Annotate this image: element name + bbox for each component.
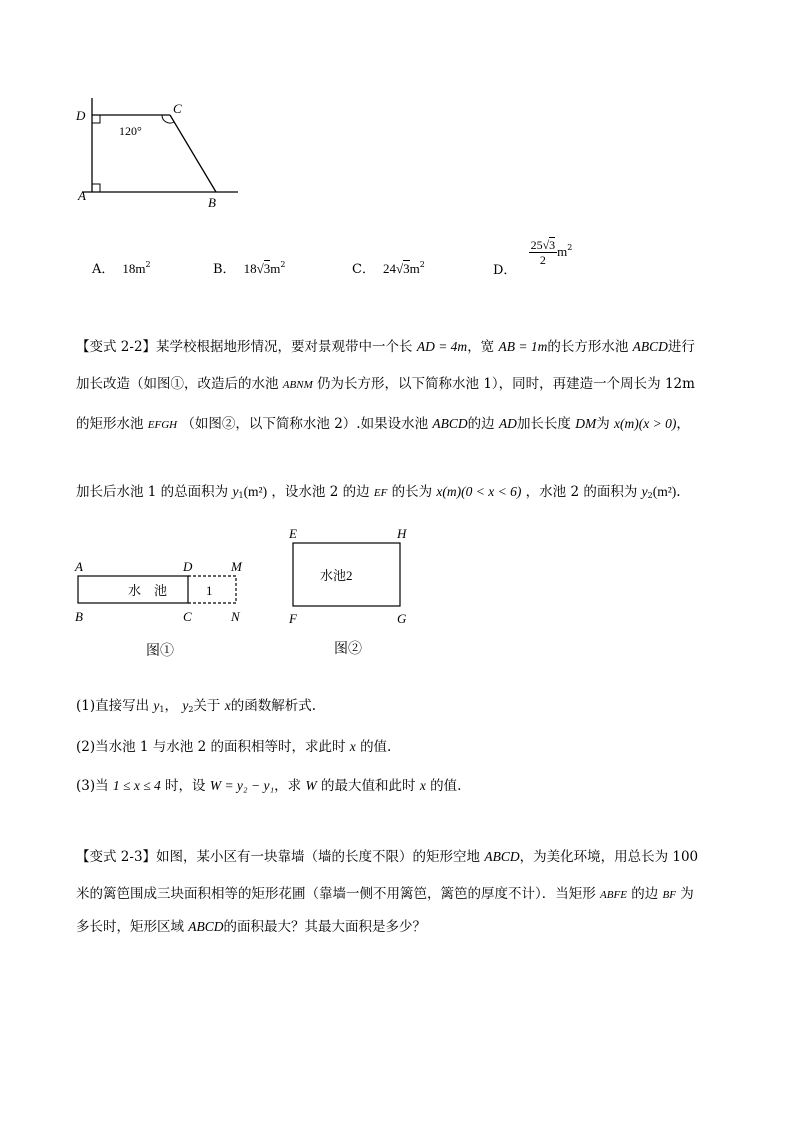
problem-2-2-line-1: 【变式 2-2】某学校根据地形情况，要对景观带中一个长 AD = 4m，宽 AB = 1m的长方形水池 ABCD进行 [76,339,695,355]
p23-abcd-2: ABCD [188,919,224,934]
math-abnm: ABNM [282,379,313,391]
option-c-coef: 24 [382,261,396,276]
q3-x: x [419,778,426,793]
option-c-unit: m [409,261,420,276]
problem-2-3-line-2: 米的篱笆围成三块面积相等的矩形花圃（靠墙一侧不用篱笆，篱笆的厚度不计）．当矩形 ABFE 的边 BF 为 [76,886,694,902]
math-ad: AD [498,416,517,431]
math-abcd: ABCD [632,339,668,354]
option-a-exp: 2 [145,260,151,269]
option-a-label: A． [92,262,115,277]
option-c-rad: 3 [403,261,410,276]
figure-1-pool [70,555,260,665]
math-x-condition: x(m)(x > 0) [614,416,677,431]
math-dm: DM [575,416,597,431]
fig2-label-E: E [289,526,297,541]
question-3: (3)当 1 ≤ x ≤ 4 时，设 W = y₂ − y₁，求 W 的最大值和此时 x 的值. [76,778,462,794]
option-d-rad: 3 [549,238,556,252]
fig2-caption: 图② [334,642,362,657]
q1-y2: y [182,698,189,713]
option-b-rad: 3 [263,261,271,276]
fig1-pool-text: 水 池 [128,583,168,598]
option-c-label: C． [352,262,375,277]
option-c-exp: 2 [419,260,425,269]
option-b-exp: 2 [280,260,286,269]
math-abcd-2: ABCD [432,416,468,431]
fig2-label-G: G [397,611,407,626]
math-ef: EF [373,487,388,499]
fig2-label-F: F [289,611,297,626]
q3-range: 1 ≤ x ≤ 4 [112,778,161,793]
math-y2: y [641,484,648,499]
label-C: C [173,101,182,116]
q3-w-def: W = y₂ − y₁ [209,778,275,793]
angle-label: 120° [119,124,142,138]
p23-abfe: ABFE [600,889,627,901]
label-D: D [76,108,86,123]
q1-y1: y [153,698,160,713]
fig1-label-B: B [75,609,83,624]
problem-2-3-line-1: 【变式 2-3】如图，某小区有一块靠墙（墙的长度不限）的矩形空地 ABCD，为美化环境，用总长为 100 [76,849,699,865]
option-d-den: 2 [539,253,546,267]
option-a[interactable] [92,258,151,277]
p23-bf: BF [662,889,676,901]
p23-abcd: ABCD [484,849,520,864]
question-1: (1)直接写出 $y_1$， $y_2$关于 x的函数解析式. [76,698,316,714]
fig1-ext-text: 1 [206,583,213,598]
option-b-coef: 18 [243,261,257,276]
option-b[interactable]: B． $18√3m^2$ [213,260,286,277]
option-d-exp: 2 [567,243,573,252]
fig1-label-A: A [75,559,83,574]
math-ad-length: AD = 4m [416,339,468,354]
problem-2-2-line-4: 加长后水池 1 的总面积为 $y_1(m^2)$ ，设水池 2 的边 EF 的长为 x(m)(0 < x < 6) ，水池 2 的面积为 $y_2(m^2)$. [76,484,681,500]
fig1-label-D: D [183,559,193,574]
fig1-caption: 图① [146,644,174,659]
fig1-label-C: C [183,609,192,624]
math-x-range: x(m)(0 < x < 6) [436,484,522,499]
math-ab-width: AB = 1m [498,339,548,354]
option-b-label: B． [213,262,236,277]
fig2-pool-text: 水池2 [320,568,353,583]
math-y1: y [232,484,239,499]
problem-2-2-line-2: 加长改造（如图①，改造后的水池 ABNM 仍为长方形，以下简称水池 1），同时，再建造一个周长为 12m [76,376,695,392]
option-d-unit: m [557,244,568,259]
option-b-unit: m [270,261,281,276]
label-A: A [78,188,86,203]
option-d-fraction: $\frac{25√3}{2}$ [530,238,556,267]
figure-2-pool [280,522,430,662]
option-d-num: 25 [530,238,543,252]
option-d-label: D． [493,263,517,278]
math-efgh: EFGH [147,419,178,431]
q1-x: x [224,698,231,713]
problem-2-2-line-3: 的矩形水池 EFGH （如图②，以下简称水池 2）.如果设水池 ABCD的边 AD加长长度 DM为 x(m)(x > 0)， [76,416,690,432]
label-B: B [208,195,216,210]
option-a-value: 18m [122,261,146,276]
fig2-label-H: H [397,526,407,541]
trapezoid-figure [70,95,250,210]
question-2: (2)当水池 1 与水池 2 的面积相等时，求此时 x 的值. [76,739,392,755]
fig1-label-M: M [231,559,242,574]
option-c[interactable]: C． $24√3m^2$ [352,260,425,277]
fig1-label-N: N [231,609,240,624]
q3-W: W [305,778,317,793]
problem-2-3-line-3: 多长时，矩形区域 ABCD的面积最大？其最大面积是多少？ [76,919,427,935]
option-d[interactable] [493,238,572,278]
q2-x: x [349,739,356,754]
